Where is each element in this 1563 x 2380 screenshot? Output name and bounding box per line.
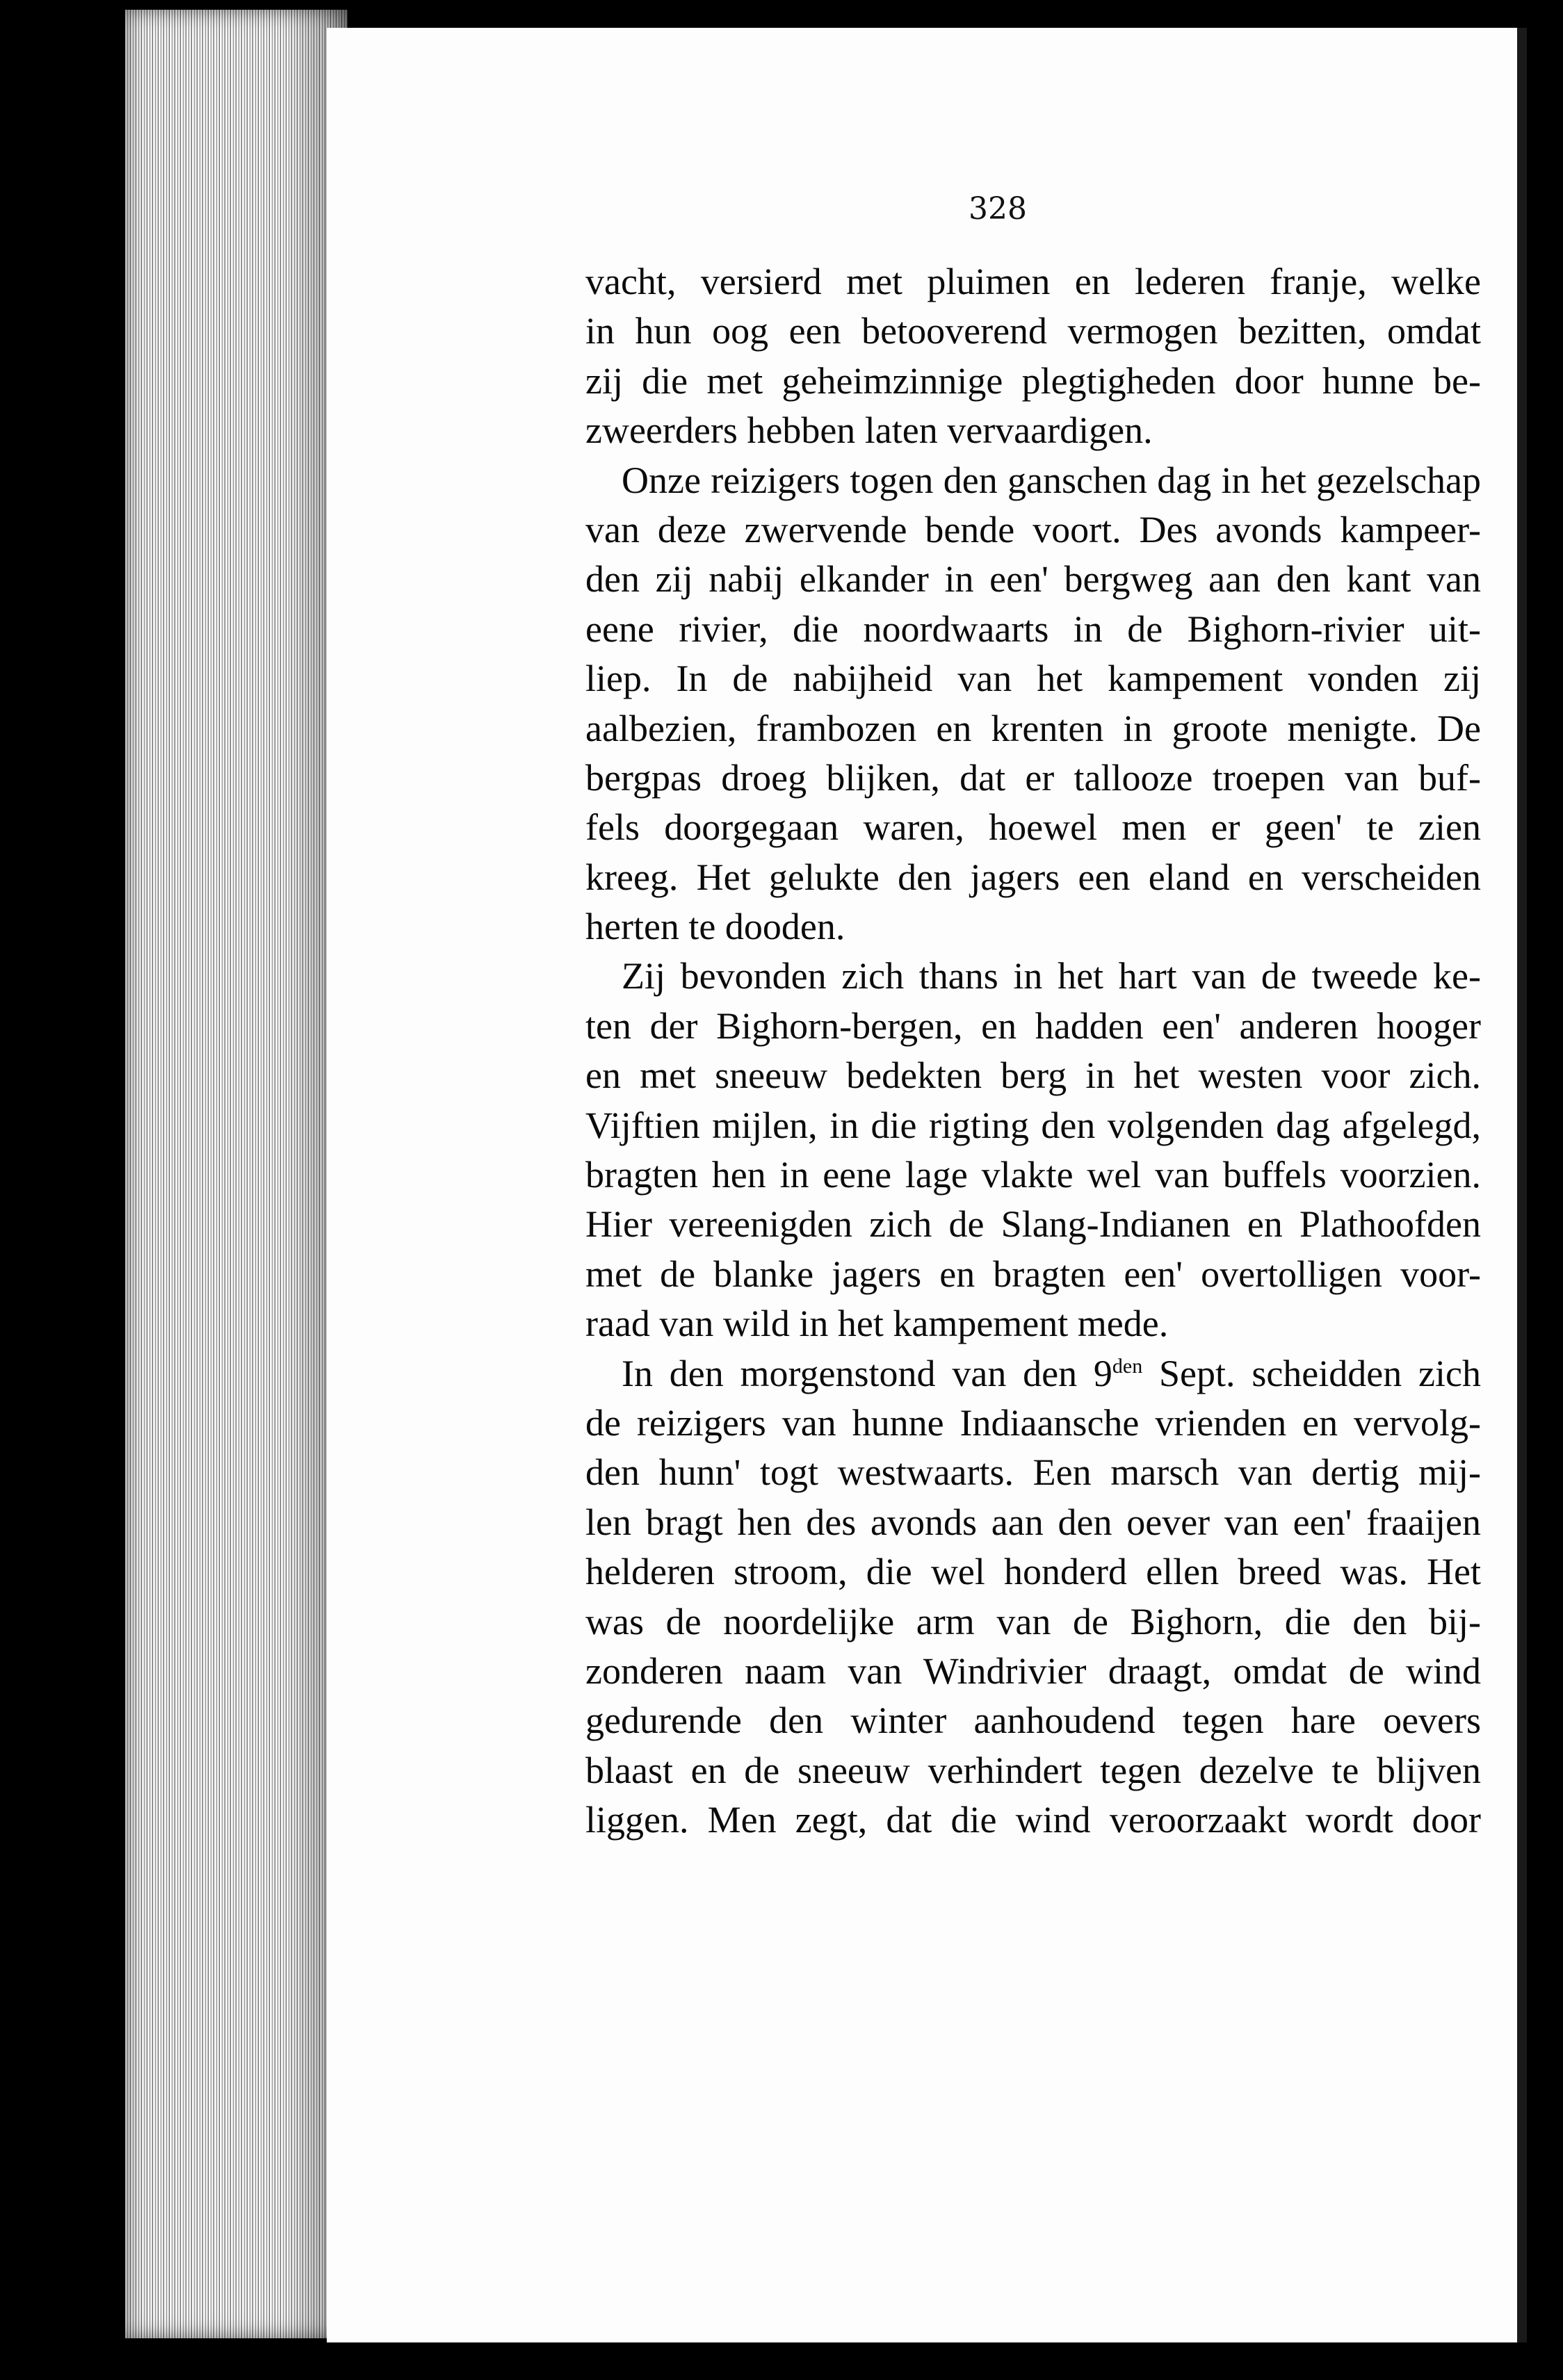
text-line: eene rivier, die noordwaarts in de Bighorn-rivier uit-: [585, 608, 1481, 650]
text-line: liggen. Men zegt, dat die wind veroorzaakt wordt door: [585, 1799, 1481, 1841]
text-line: met de blanke jagers en bragten een' overtolligen voor-: [585, 1253, 1481, 1295]
text-line: fels doorgegaan waren, hoewel men er geen' te zien: [585, 806, 1481, 849]
text-line-part: In den morgenstond van den 9: [622, 1352, 1112, 1394]
text-line: den hunn' togt westwaarts. Een marsch van dertig mij-: [585, 1451, 1481, 1494]
text-line: raad van wild in het kampement mede.: [585, 1303, 1169, 1345]
text-line: in hun oog een betooverend vermogen bezitten, omdat: [585, 310, 1481, 352]
body-text: [585, 257, 1481, 1845]
text-line: aalbezien, frambozen en krenten in groote menigte. De: [585, 707, 1481, 749]
text-line: en met sneeuw bedekten berg in het westen voor zich.: [585, 1054, 1481, 1097]
text-line: Zij bevonden zich thans in het hart van de tweede ke-: [622, 955, 1481, 997]
text-line: Hier vereenigden zich de Slang-Indianen en Plathoofden: [585, 1203, 1481, 1246]
text-line: helderen stroom, die wel honderd ellen breed was. Het: [585, 1551, 1481, 1593]
text-line: [585, 1349, 1481, 1399]
text-line-part: Sept. scheidden zich: [1142, 1352, 1481, 1394]
ordinal-superscript: den: [1112, 1354, 1143, 1378]
page-number: 328: [969, 191, 1027, 227]
text-line: zweerders hebben laten vervaardigen.: [585, 409, 1153, 452]
text-line: zij die met geheimzinnige plegtigheden door hunne be-: [585, 359, 1481, 402]
text-line: liep. In de nabijheid van het kampement vonden zij: [585, 658, 1481, 700]
text-line: de reizigers van hunne Indiaansche vrienden en vervolg-: [585, 1401, 1481, 1444]
text-line: bragten hen in eene lage vlakte wel van buffels voorzien.: [585, 1154, 1481, 1196]
text-line: vacht, versierd met pluimen en lederen franje, welke: [585, 261, 1481, 302]
page-right-edge: [1517, 28, 1527, 2342]
text-line: den zij nabij elkander in een' bergweg aan den kant van: [585, 558, 1481, 601]
text-line: van deze zwervende bende voort. Des avonds kampeer-: [585, 508, 1481, 551]
text-line: Vijftien mijlen, in die rigting den volgenden dag afgelegd,: [585, 1104, 1481, 1146]
text-line: len bragt hen des avonds aan den oever van een' fraaijen: [585, 1501, 1481, 1543]
text-line: Onze reizigers togen den ganschen dag in het gezelschap: [622, 459, 1481, 501]
text-line: was de noordelijke arm van de Bighorn, die den bij-: [585, 1600, 1481, 1643]
text-line: kreeg. Het gelukte den jagers een eland en verscheiden: [585, 856, 1481, 898]
text-line: zonderen naam van Windrivier draagt, omdat de wind: [585, 1649, 1481, 1692]
text-line: gedurende den winter aanhoudend tegen hare oevers: [585, 1700, 1481, 1742]
text-line: blaast en de sneeuw verhindert tegen dezelve te blijven: [585, 1749, 1481, 1791]
text-line: ten der Bighorn-bergen, en hadden een' anderen hooger: [585, 1004, 1481, 1047]
text-line: herten te dooden.: [585, 906, 845, 948]
page-edges: [125, 10, 348, 2338]
text-line: bergpas droeg blijken, dat er tallooze troepen van buf-: [585, 756, 1481, 799]
